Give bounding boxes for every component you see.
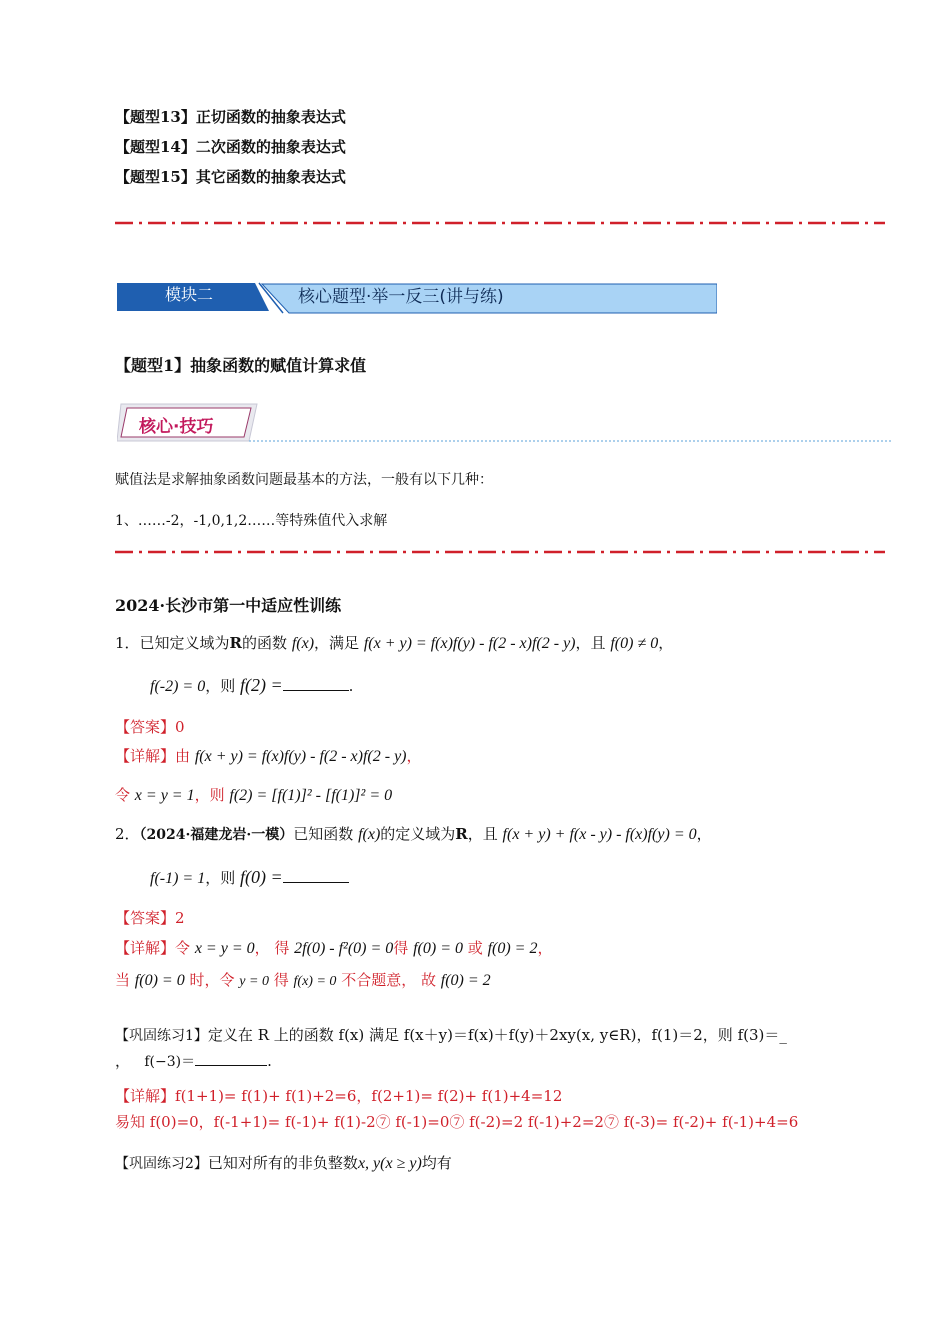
p1-detail-line-2: 易知 f(0)=0，f(-1+1)= f(-1)+ f(1)-2⑦ f(-1)=0⑦ f(-2)=2 f(-1)+2=2⑦ f(-3)= f(-2)+ f(-1)+4=6 — [115, 1113, 799, 1131]
source-heading: 2024·长沙市第一中适应性训练 — [115, 596, 342, 615]
q2-R: R — [455, 825, 468, 843]
a2-w2: 时，令 — [189, 971, 235, 989]
p1-detail-line-1 — [115, 1085, 562, 1106]
q1-text-a: 的函数 — [242, 634, 288, 652]
q1-end: ， — [658, 634, 674, 652]
a2-e2: 2f(0) - f²(0) = 0 — [294, 940, 394, 957]
dash-dot-divider-2 — [115, 550, 885, 554]
p2-expr: x, y(x ≥ y) — [357, 1155, 422, 1172]
a2-w5: 故 — [420, 971, 436, 989]
toc-item-15[interactable]: 【题型15】其它函数的抽象表达式 — [115, 168, 346, 186]
q2-answer-blank[interactable] — [283, 868, 349, 883]
q2-end: ， — [696, 825, 712, 843]
a1-let-eq: x = y = 1 — [134, 787, 195, 804]
q1-fx: f(x) — [291, 635, 315, 652]
a1-detail-eq: f(x + y) = f(x)f(y) - f(2 - x)f(2 - y) — [194, 748, 407, 765]
q1-R: R — [229, 634, 243, 652]
a2-e1: x = y = 0 — [194, 940, 255, 957]
q2-lead: 2． — [115, 825, 140, 843]
a2-answer-label: 【答案】 — [115, 909, 176, 927]
a2-detail-line — [115, 937, 553, 958]
a2-w1: 当 — [115, 971, 131, 989]
q1-line2-text: ，则 — [205, 677, 236, 695]
a2-when-line — [115, 969, 491, 990]
p1-detail-line1: f(1+1)= f(1)+ f(1)+2=6，f(2+1)= f(2)+ f(1)+4=12 — [175, 1087, 563, 1105]
a1-let-text: 令 — [115, 786, 131, 804]
p1-line-1 — [115, 1024, 787, 1045]
p1-period: . — [267, 1052, 272, 1070]
a2-t4: 或 — [467, 939, 483, 957]
a2-e3: f(0) = 0 — [413, 940, 463, 957]
a1-answer-line — [115, 716, 185, 737]
a1-answer-label: 【答案】 — [115, 718, 176, 736]
q2-line2-cond: f(-1) = 1 — [150, 870, 206, 887]
a2-t3: 得 — [393, 939, 409, 957]
a1-detail-end: ， — [406, 747, 422, 765]
q1-line2-cond: f(-2) = 0 — [150, 678, 206, 695]
a2-answer: 2 — [175, 909, 185, 927]
a2-detail-label: 【详解】 — [115, 939, 176, 957]
a1-detail-label: 【详解】 — [115, 747, 176, 765]
a2-t2: ， 得 — [254, 939, 290, 957]
a1-detail-text: 由 — [175, 747, 191, 765]
a2-w4: 不合题意， — [341, 971, 417, 989]
p1-label: 【巩固练习1】 — [115, 1028, 208, 1044]
q1-ask: f(2) = — [240, 675, 283, 695]
q2-text-c: ，且 — [467, 825, 498, 843]
toc-item-13[interactable]: 【题型13】正切函数的抽象表达式 — [115, 108, 346, 126]
q2-equation: f(x + y) + f(x - y) - f(x)f(y) = 0 — [502, 826, 697, 843]
a2-we2: y = 0 — [239, 974, 269, 989]
q1-line-2 — [150, 675, 353, 696]
a2-e4: f(0) = 2 — [487, 940, 538, 957]
q1-line-1 — [115, 632, 673, 653]
a1-result: f(2) = [f(1)]² - [f(1)]² = 0 — [229, 787, 393, 804]
q1-answer-blank[interactable] — [283, 676, 349, 691]
p1-line-2 — [115, 1050, 272, 1071]
a1-let-line — [115, 784, 392, 805]
q2-line-2 — [150, 867, 349, 888]
q2-fx: f(x) — [358, 826, 381, 843]
a2-we4: f(0) = 2 — [440, 972, 491, 989]
a2-t5: ， — [537, 939, 553, 957]
module-title: 核心题型·举一反三(讲与练) — [298, 287, 504, 307]
q2-text-a: 已知函数 — [293, 825, 354, 843]
toc-item-14[interactable]: 【题型14】二次函数的抽象表达式 — [115, 138, 346, 156]
q1-text-c: ，且 — [575, 634, 606, 652]
p1-answer-blank[interactable] — [195, 1051, 267, 1066]
q1-period: . — [348, 677, 354, 695]
tip-label: 核心·技巧 — [139, 417, 214, 437]
tip-tag-graphic — [117, 403, 892, 443]
q1-condition: f(0) ≠ 0 — [610, 635, 659, 652]
p2-text-b: 均有 — [421, 1154, 452, 1172]
q2-ask: f(0) = — [240, 867, 283, 887]
p2-line — [115, 1152, 452, 1173]
q2-text-b: 的定义域为 — [380, 825, 456, 843]
p1-detail-label: 【详解】 — [115, 1087, 176, 1105]
section-title: 【题型1】抽象函数的赋值计算求值 — [115, 356, 367, 375]
intro-line-2: 1、……-2，-1,0,1,2……等特殊值代入求解 — [115, 513, 388, 529]
q2-line-1 — [115, 823, 712, 844]
a2-answer-line — [115, 907, 185, 928]
a2-we1: f(0) = 0 — [134, 972, 185, 989]
q2-source: （2024·福建龙岩·一模） — [139, 827, 294, 843]
q1-lead: 1．已知定义域为 — [115, 634, 230, 652]
dash-dot-divider — [115, 221, 885, 225]
module-tag: 模块二 — [165, 285, 214, 304]
intro-line-1: 赋值法是求解抽象函数问题最基本的方法，一般有以下几种： — [115, 472, 493, 488]
p1-text: 定义在 R 上的函数 f(x) 满足 f(x＋y)＝f(x)＋f(y)＋2xy(x, y∈R)，f(1)＝2，则 f(3)＝_ — [207, 1026, 787, 1044]
a2-we3: f(x) = 0 — [293, 974, 337, 989]
a1-detail-line — [115, 745, 422, 766]
p2-label: 【巩固练习2】 — [115, 1156, 208, 1172]
q1-text-b: ，满足 — [314, 634, 360, 652]
p2-text-a: 已知对所有的非负整数 — [207, 1154, 358, 1172]
a2-t1: 令 — [175, 939, 191, 957]
a1-then-text: ，则 — [194, 786, 225, 804]
p1-line2-b: f(−3)＝ — [144, 1054, 196, 1070]
q1-equation: f(x + y) = f(x)f(y) - f(2 - x)f(2 - y) — [363, 635, 576, 652]
q2-line2-text: ，则 — [205, 869, 236, 887]
a2-w3: 得 — [273, 971, 289, 989]
a1-answer: 0 — [175, 718, 185, 736]
p1-line2-a: ， — [115, 1052, 131, 1070]
